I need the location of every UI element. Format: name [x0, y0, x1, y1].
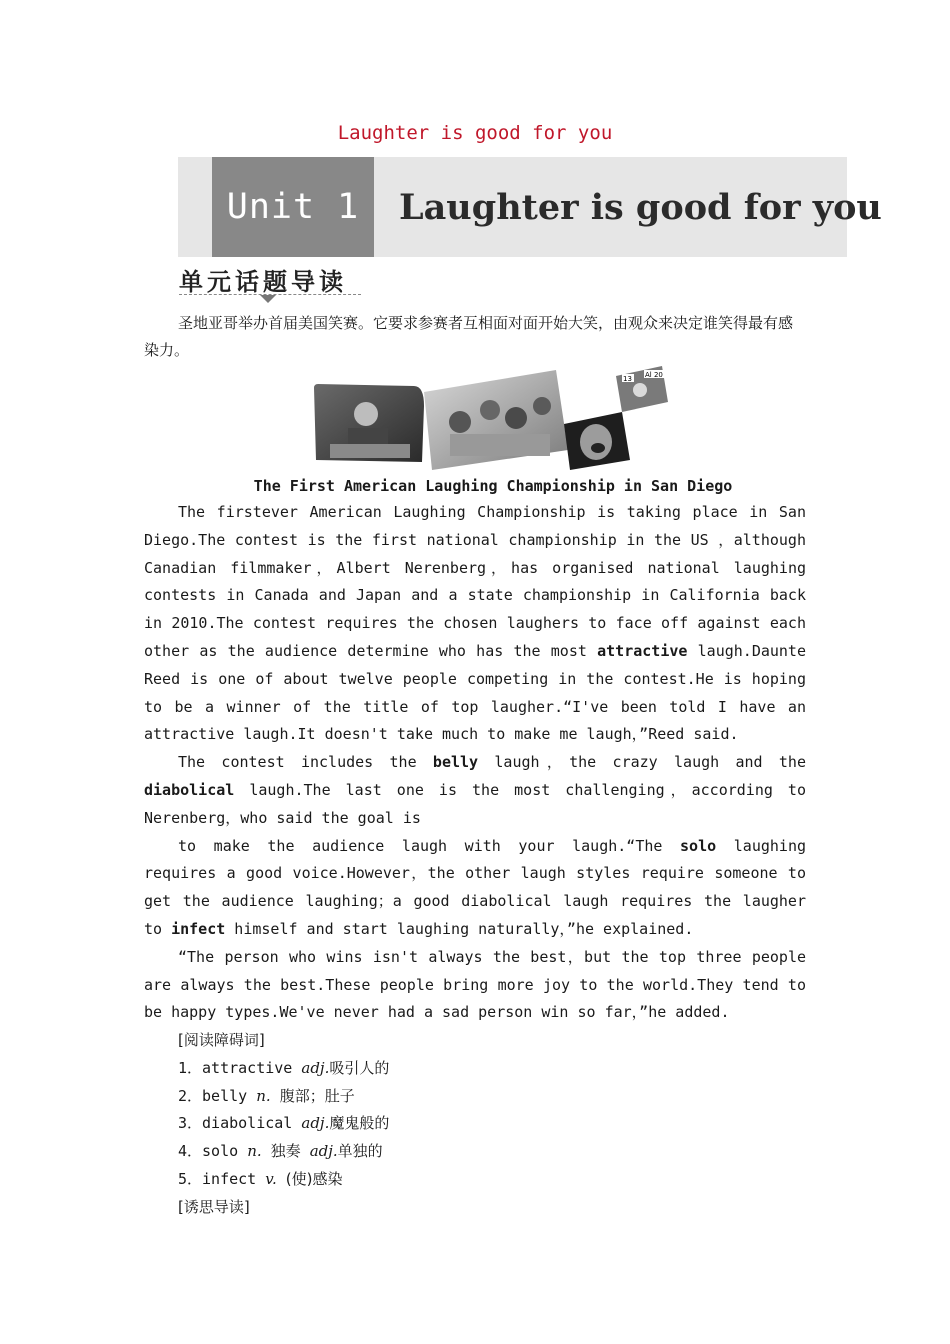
photo-speaker — [314, 384, 424, 462]
keyword-solo: solo — [680, 836, 717, 855]
article-title: The First American Laughing Championship in San Diego — [253, 477, 733, 495]
photo-contestant — [616, 366, 668, 412]
vocab-item: 4．solo n. 独奏 adj.单独的 — [178, 1142, 383, 1161]
keyword-belly: belly — [432, 753, 479, 772]
section-heading: 单元话题导读 — [179, 268, 347, 296]
vocab-item: 3．diabolical adj.魔鬼般的 — [178, 1114, 390, 1133]
article-body — [144, 499, 806, 1027]
guided-reading-heading: [诱思导读] — [178, 1197, 250, 1216]
photo-collage — [310, 366, 670, 470]
keyword-diabolical: diabolical — [144, 780, 235, 799]
photo-laughing-woman — [564, 412, 630, 470]
article-paragraph: The firstever American Laughing Championship is taking place in San Diego.The contest is the first national championship in the US ，although Canadian filmmaker，Albert Nerenberg，has organised national laughing contests in Canada and Japan and a state championship in California back in 2010.The contest requires the chosen laughers to face off against each other as the audience determine who has the most attractive laugh.Daunte Reed is one of about twelve people competing in the contest.He is hoping to be a winner of the title of top laugher.“I've been told I have an attractive laugh.It doesn't take much to make me laugh，”Reed said. — [144, 503, 806, 744]
keyword-infect: infect — [171, 919, 226, 938]
vocab-item: 5．infect v. (使)感染 — [178, 1169, 343, 1188]
keyword-attractive: attractive — [597, 641, 688, 660]
unit-banner — [178, 157, 882, 257]
vocab-item: 2．belly n. 腹部；肚子 — [178, 1086, 355, 1105]
vocab-item: 1．attractive adj.吸引人的 — [178, 1058, 390, 1077]
bib-number-right: Al 20 — [645, 371, 663, 379]
section-pointer-icon — [260, 295, 276, 303]
vocab-heading: [阅读障碍词] — [178, 1031, 265, 1049]
intro-paragraph: 圣地亚哥举办首届美国笑赛。它要求参赛者互相面对面开始大笑，由观众来决定谁笑得最有感染力。 — [144, 314, 794, 359]
photo-crowd — [424, 370, 568, 470]
article-paragraph: to make the audience laugh with your laugh.“The solo laughing requires a good voice.However，the other laugh styles require someone to get the audience laughing；a good diabolical laugh requires the laugher to infect himself and start laughing naturally，”he explained. — [144, 836, 807, 938]
page-heading: Laughter is good for you — [337, 122, 613, 144]
unit-label: Unit 1 — [212, 157, 374, 257]
unit-title: Laughter is good for you — [399, 186, 882, 228]
article-paragraph: “The person who wins isn't always the best，but the top three people are always the best.These people bring more joy to the world.They tend to be happy types.We've never had a sad person win so far，”he added. — [144, 947, 806, 1022]
vocab-list — [178, 1027, 389, 1222]
bib-number-left: 13 — [623, 375, 632, 383]
article-paragraph: The contest includes the belly laugh，the crazy laugh and the diabolical laugh.The last one is the most challenging，according to Nerenberg，who said the goal is — [144, 753, 806, 827]
